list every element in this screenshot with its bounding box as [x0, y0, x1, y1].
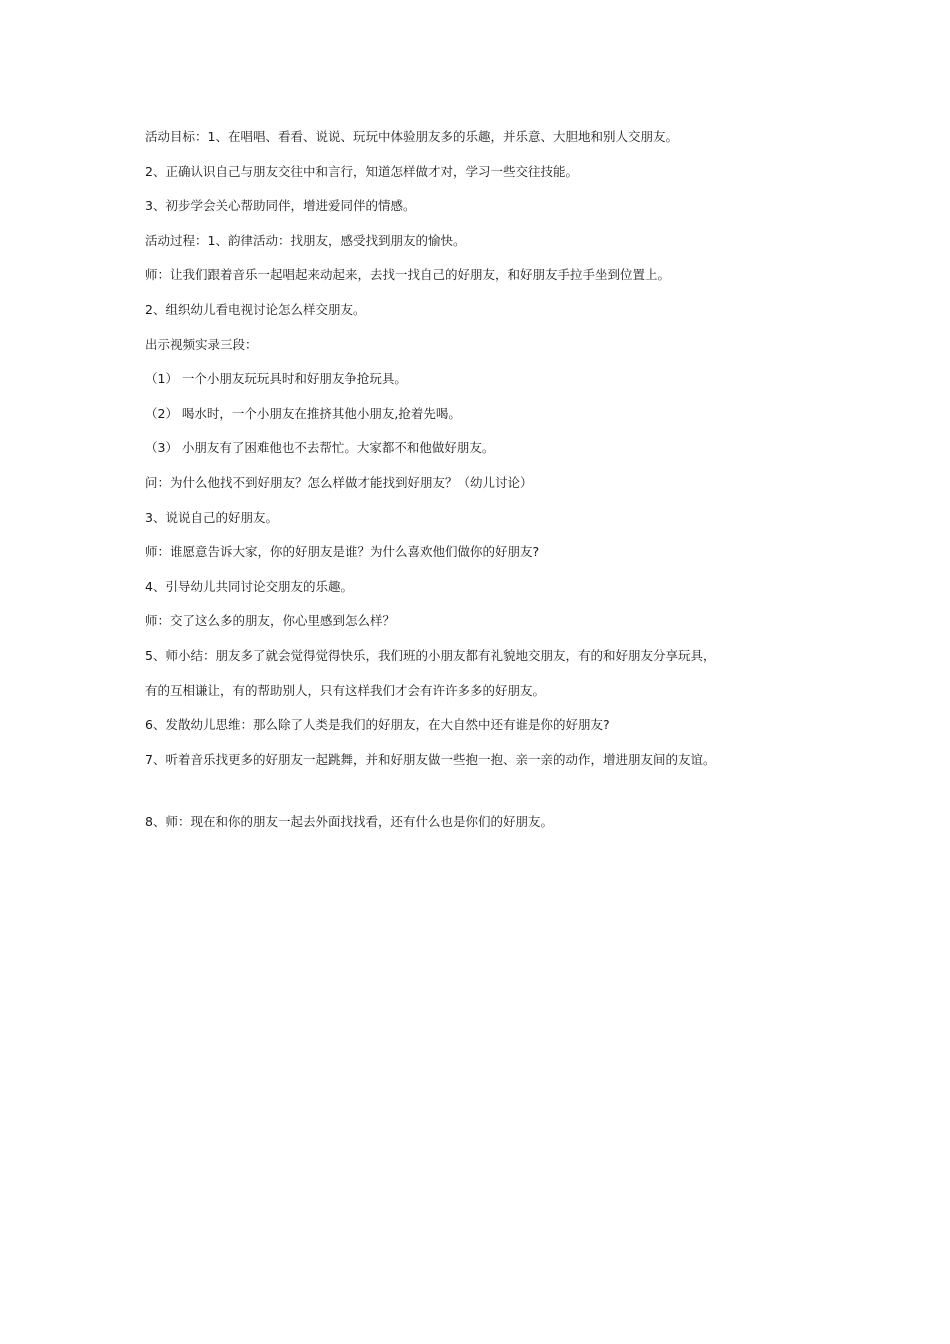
process-item-5-continued: 有的互相谦让，有的帮助别人，只有这样我们才会有许许多多的好朋友。	[145, 682, 546, 698]
process-item-4: 4、引导幼儿共同讨论交朋友的乐趣。	[145, 578, 353, 594]
document-body	[145, 126, 825, 845]
process-item-7: 7、听着音乐找更多的好朋友一起跳舞，并和好朋友做一些抱一抱、亲一亲的动作，增进朋友间的友谊。	[145, 751, 716, 767]
goal-item-2: 2、正确认识自己与朋友交往中和言行，知道怎样做才对，学习一些交往技能。	[145, 163, 578, 179]
question-line: 问：为什么他找不到好朋友？怎么样做才能找到好朋友？（幼儿讨论）	[145, 474, 533, 490]
activity-process-line: 活动过程：1、韵律活动：找朋友，感受找到朋友的愉快。	[145, 232, 466, 248]
process-item-3: 3、说说自己的好朋友。	[145, 509, 278, 525]
process-item-6: 6、发散幼儿思维：那么除了人类是我们的好朋友，在大自然中还有谁是你的好朋友?	[145, 717, 610, 733]
process-item-8: 8、师：现在和你的朋友一起去外面找找看，还有什么也是你们的好朋友。	[145, 813, 553, 829]
teacher-line-3: 师：交了这么多的朋友，你心里感到怎么样？	[145, 613, 396, 629]
teacher-line-1: 师：让我们跟着音乐一起唱起来动起来，去找一找自己的好朋友，和好朋友手拉手坐到位置上。	[145, 267, 671, 283]
video-item-1: （1） 一个小朋友玩玩具时和好朋友争抢玩具。	[145, 371, 407, 387]
teacher-line-2: 师：谁愿意告诉大家，你的好朋友是谁？为什么喜欢他们做你的好朋友?	[145, 544, 540, 560]
process-item-2: 2、组织幼儿看电视讨论怎么样交朋友。	[145, 301, 366, 317]
activity-goal-line: 活动目标：1、在唱唱、看看、说说、玩玩中体验朋友多的乐趣，并乐意、大胆地和别人交朋友。	[145, 129, 678, 144]
video-item-2: （2） 喝水时，一个小朋友在推挤其他小朋友,抢着先喝。	[145, 405, 461, 421]
process-item-5: 5、师小结：朋友多了就会觉得觉得快乐，我们班的小朋友都有礼貌地交朋友，有的和好朋友分享玩具，	[145, 647, 716, 663]
video-item-3: （3） 小朋友有了困难他也不去帮忙。大家都不和他做好朋友。	[145, 440, 495, 456]
video-intro-line: 出示视频实录三段：	[145, 336, 258, 352]
goal-item-3: 3、初步学会关心帮助同伴，增进爱同伴的情感。	[145, 198, 416, 214]
